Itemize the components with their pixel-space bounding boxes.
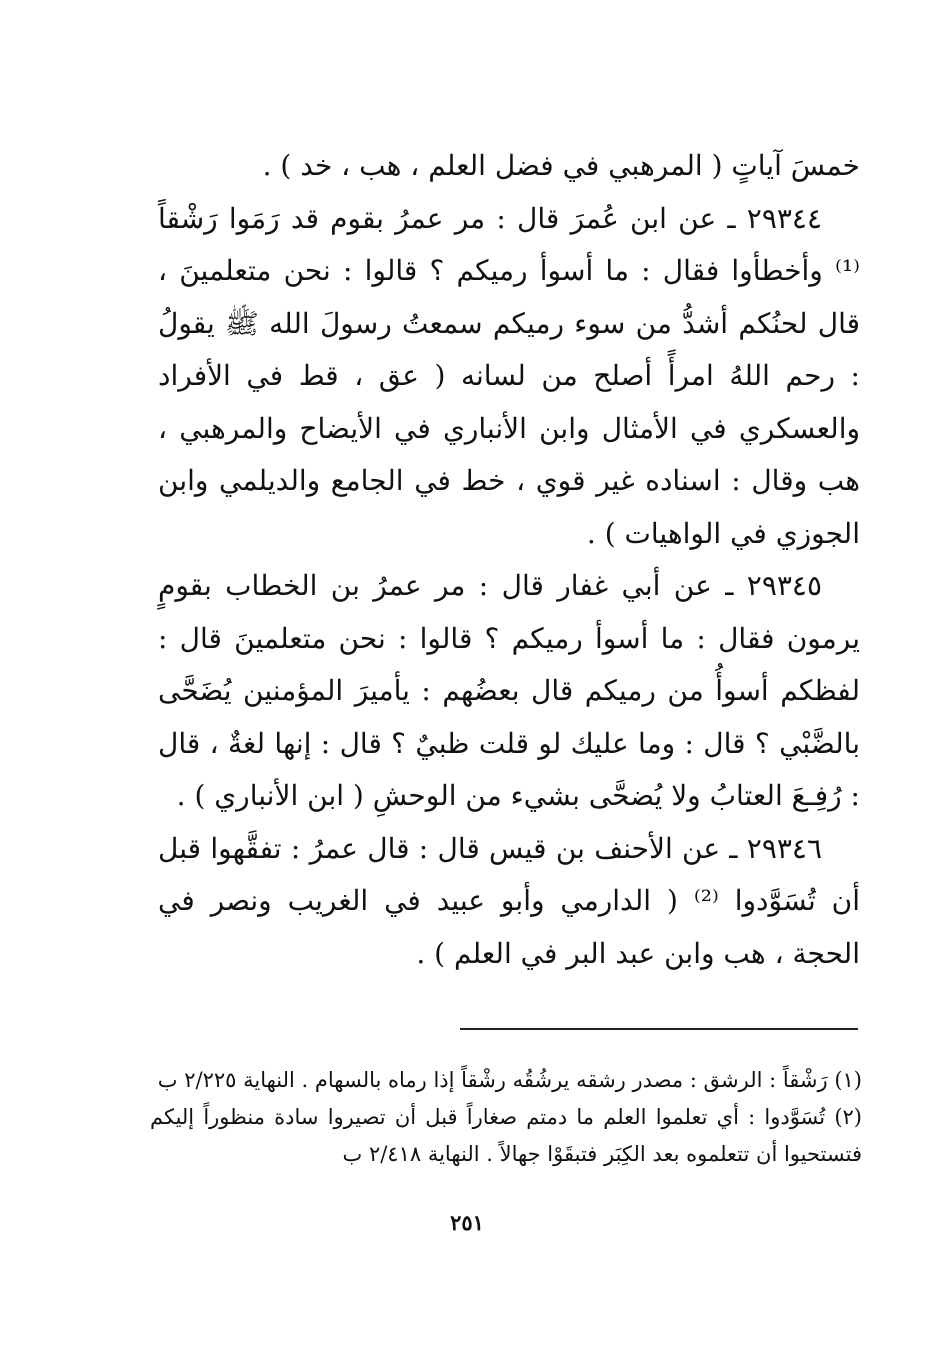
hadith-29346: ٢٩٣٤٦ ـ عن الأحنف بن قيس قال : قال عمرُ : تفقَّهوا قبل أن تُسَوَّدوا ⁽²⁾ ( الدارمي وأبو عبيد في الغريب ونصر في الحجة ، هب وابن عبد البر في العلم ) . [158, 831, 860, 970]
footnote-divider [460, 1028, 858, 1030]
hadith-29345: ٢٩٣٤٥ ـ عن أبي غفار قال : مر عمرُ بن الخطاب بقومٍ يرمون فقال : ما أسوأ رميكم ؟ قالوا : نحن متعلمينَ قال : لفظكم أسوأُ من رميكم قال بعضُهم : يأميرَ المؤمنين يُضَحَّى بالضَّبْي ؟ قال : وما عليك لو قلت ظبيٌ ؟ قال : إنها لغةٌ ، قال : رُفِـعَ العتابُ ولا يُضحَّى بشيء من الوحشِ ( ابن الأنباري ) . [158, 569, 860, 812]
page-number: ٢٥١ [450, 1210, 484, 1235]
continuation-paragraph: خمسَ آياتٍ ( المرهبي في فضل العلم ، هب ، خد ) . [262, 149, 860, 182]
footnote-2: (٢) تُسَوَّدوا : أي تعلموا العلم ما دمتم صغاراً قبل أن تصيروا سادة منظوراً إليكم فتستحيوا أن تتعلموه بعد الكِبَر فتبقَوْا جهالاً . النهاية ٢/٤١٨ ب [150, 1105, 862, 1166]
footnote-1: (١) رَشْقاً : الرشق : مصدر رشقه يرشُقُه رشْقاً إذا رماه بالسهام . النهاية ٢/٢٢٥ ب [157, 1068, 862, 1092]
hadith-29344: ٢٩٣٤٤ ـ عن ابن عُمرَ قال : مر عمرُ بقوم قد رَمَوا رَشْقاً ⁽¹⁾ وأخطأوا فقال : ما أسوأ رميكم ؟ قالوا : نحن متعلمينَ ، قال لحنُكم أشدُّ من سوء رميكم سمعتُ رسولَ الله ﷺ يقولُ : رحم اللهُ امرأً أصلح من لسانه ( عق ، قط في الأفراد والعسكري في الأمثال وابن الأنباري في الأيضاح والمرهبي ، هب وقال : اسناده غير قوي ، خط في الجامع والديلمي وابن الجوزي في الواهيات ) . [158, 201, 860, 550]
main-text [158, 140, 860, 980]
footnotes [150, 1062, 862, 1173]
